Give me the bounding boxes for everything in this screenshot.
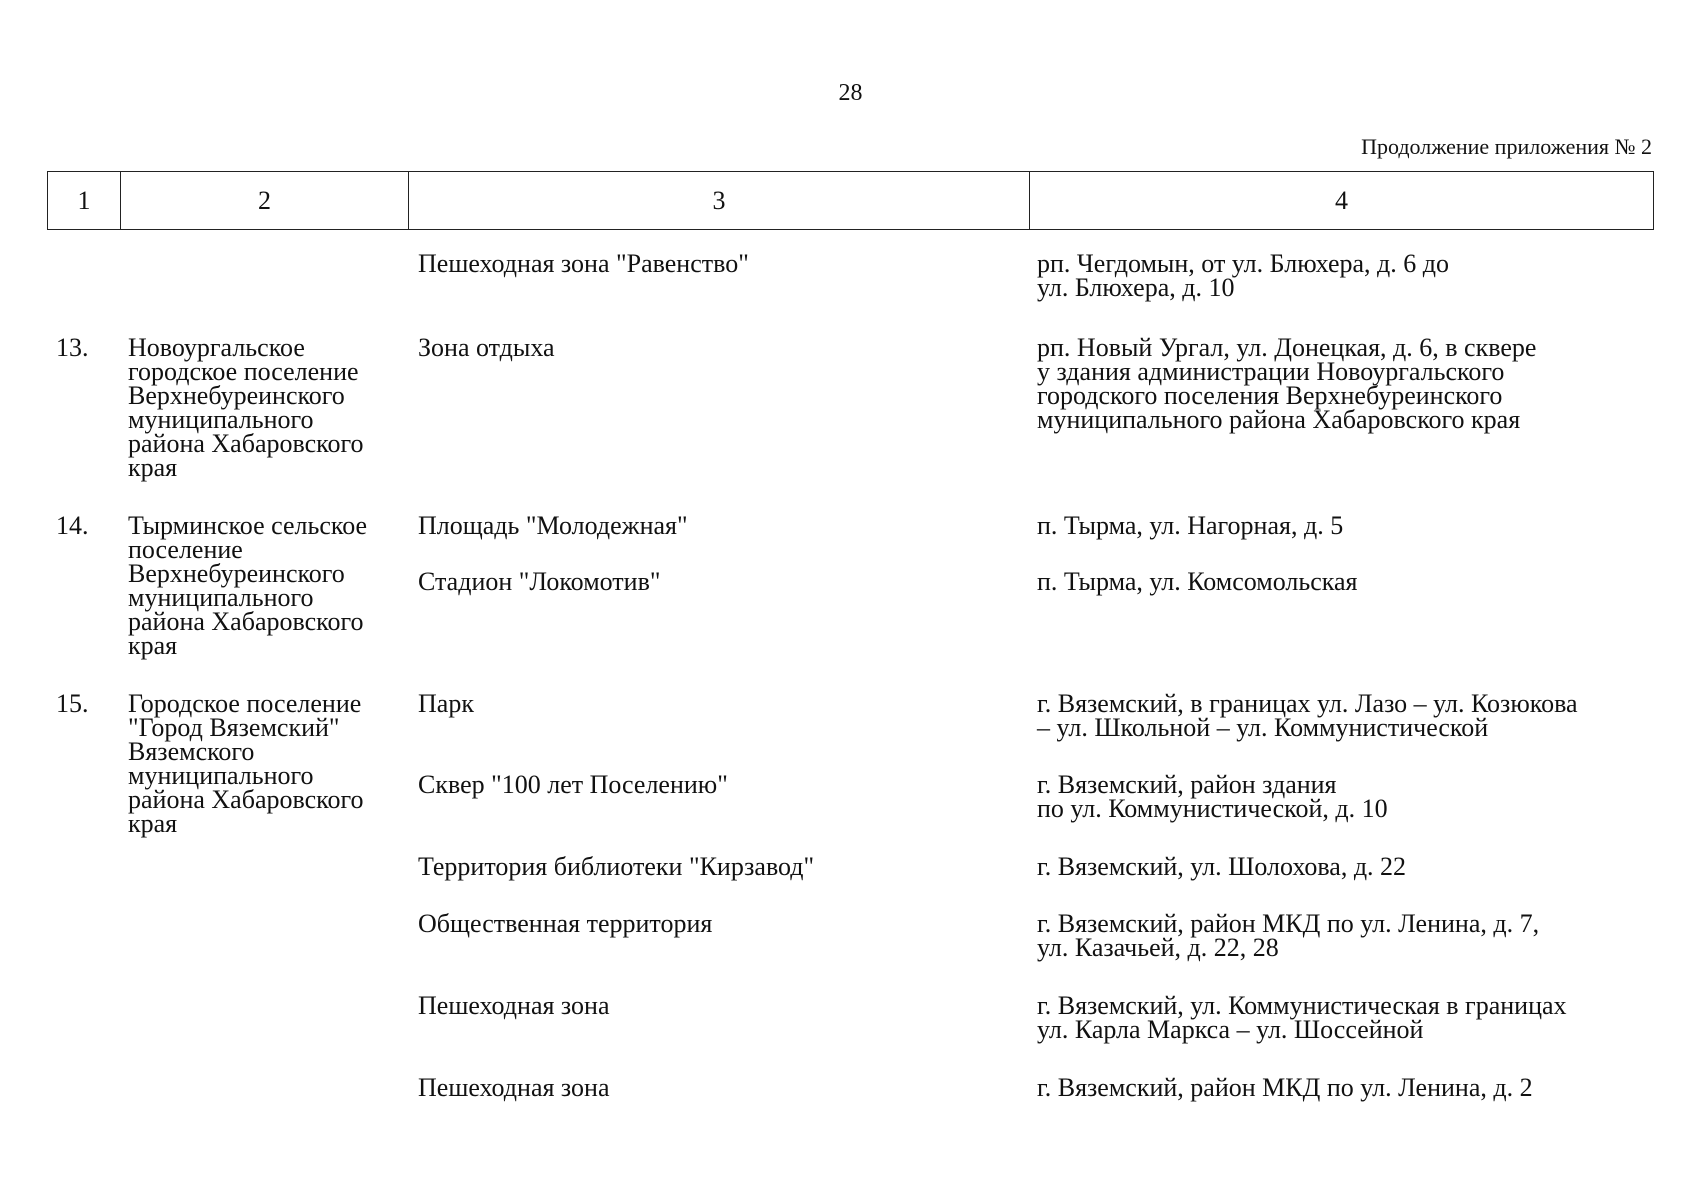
column-header-2: 2 [121, 172, 409, 230]
address-line: ул. Карла Маркса – ул. Шоссейной [1037, 1015, 1424, 1044]
municipality-line: муниципального [128, 761, 314, 790]
address-line: г. Вяземский, ул. Коммунистическая в границах [1037, 991, 1567, 1020]
object-name: Пешеходная зона "Равенство" [418, 249, 749, 278]
object-name: Стадион "Локомотив" [418, 567, 661, 596]
object-address [1037, 1073, 1657, 1102]
municipality-line: района Хабаровского [128, 785, 364, 814]
object-address [1037, 991, 1657, 1044]
municipality-line: "Город Вяземский" [128, 713, 340, 742]
address-line: у здания администрации Новоургальского [1037, 357, 1505, 386]
municipality-line: Вяземского [128, 737, 255, 766]
object-name: Парк [418, 689, 474, 718]
object-address [1037, 249, 1657, 302]
page-number: 28 [838, 80, 863, 106]
object-address [1037, 333, 1657, 434]
address-line: г. Вяземский, ул. Шолохова, д. 22 [1037, 852, 1407, 881]
object-name: Территория библиотеки "Кирзавод" [418, 852, 815, 881]
address-line: муниципального района Хабаровского края [1037, 405, 1521, 434]
column-header-row [48, 172, 1654, 230]
object-name: Сквер "100 лет Поселению" [418, 770, 728, 799]
object-address [1037, 770, 1657, 823]
address-line: – ул. Школьной – ул. Коммунистической [1037, 713, 1489, 742]
municipality-line: Городское поселение [128, 689, 362, 718]
municipality-name [128, 333, 408, 482]
object-address [1037, 689, 1657, 742]
address-line: п. Тырма, ул. Комсомольская [1037, 567, 1358, 596]
column-header-1: 1 [48, 172, 121, 230]
address-line: г. Вяземский, район МКД по ул. Ленина, д. 2 [1037, 1073, 1533, 1102]
object-address [1037, 852, 1657, 881]
object-name: Пешеходная зона [418, 991, 610, 1020]
municipality-line: района Хабаровского [128, 607, 364, 636]
municipality-line: Тырминское сельское [128, 511, 368, 540]
address-line: п. Тырма, ул. Нагорная, д. 5 [1037, 511, 1344, 540]
object-name: Площадь "Молодежная" [418, 511, 688, 540]
address-line: рп. Новый Ургал, ул. Донецкая, д. 6, в сквере [1037, 333, 1537, 362]
municipality-line: городское поселение [128, 357, 359, 386]
column-header-table [47, 171, 1654, 230]
row-number: 13. [56, 333, 89, 362]
municipality-line: края [128, 453, 178, 482]
object-name: Общественная территория [418, 909, 713, 938]
municipality-line: края [128, 631, 178, 660]
column-header-4: 4 [1030, 172, 1654, 230]
address-line: ул. Блюхера, д. 10 [1037, 273, 1235, 302]
row-number: 15. [56, 689, 89, 718]
municipality-line: Верхнебуреинского [128, 559, 345, 588]
municipality-line: Новоургальское [128, 333, 305, 362]
address-line: рп. Чегдомын, от ул. Блюхера, д. 6 до [1037, 249, 1450, 278]
continuation-label: Продолжение приложения № 2 [1361, 134, 1652, 159]
object-address [1037, 511, 1657, 540]
row-number: 14. [56, 511, 89, 540]
address-line: по ул. Коммунистической, д. 10 [1037, 794, 1388, 823]
municipality-name [128, 689, 408, 838]
object-name: Зона отдыха [418, 333, 555, 362]
object-address [1037, 567, 1657, 596]
address-line: г. Вяземский, в границах ул. Лазо – ул. Козюкова [1037, 689, 1578, 718]
address-line: г. Вяземский, район МКД по ул. Ленина, д. 7, [1037, 909, 1540, 938]
municipality-line: Верхнебуреинского [128, 381, 345, 410]
address-line: городского поселения Верхнебуреинского [1037, 381, 1503, 410]
municipality-line: муниципального [128, 583, 314, 612]
column-header-3: 3 [409, 172, 1030, 230]
address-line: ул. Казачьей, д. 22, 28 [1037, 933, 1279, 962]
municipality-line: края [128, 809, 178, 838]
address-line: г. Вяземский, район здания [1037, 770, 1337, 799]
municipality-line: поселение [128, 535, 243, 564]
object-address [1037, 909, 1657, 962]
municipality-line: муниципального [128, 405, 314, 434]
object-name: Пешеходная зона [418, 1073, 610, 1102]
municipality-line: района Хабаровского [128, 429, 364, 458]
municipality-name [128, 511, 408, 660]
